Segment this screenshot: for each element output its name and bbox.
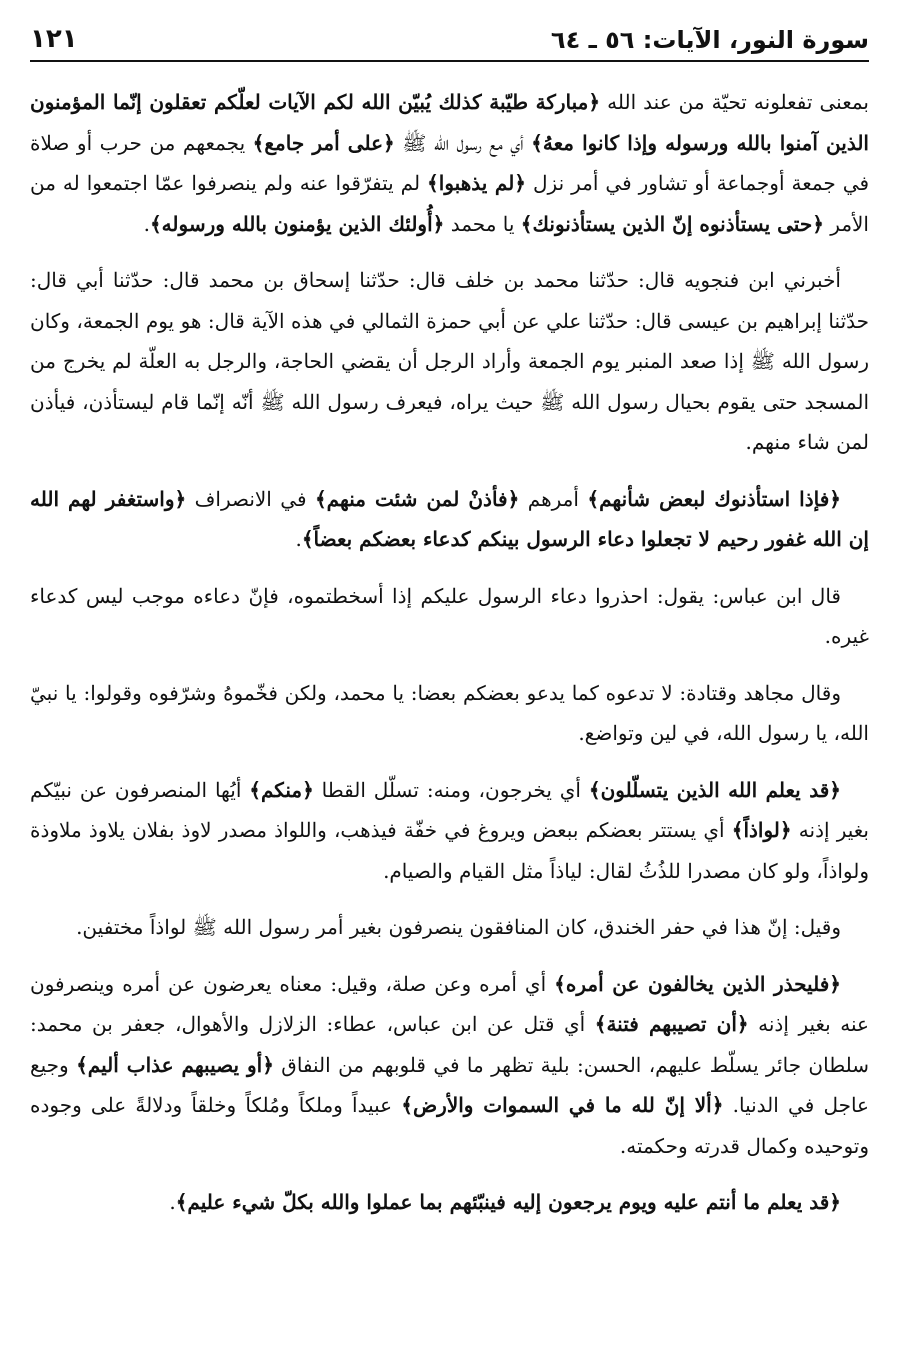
commentary-text: يا محمد <box>444 211 521 236</box>
quran-quote: ﴿فإذا استأذنوك لبعض شأنهم﴾ <box>587 486 841 511</box>
page-number: ١٢١ <box>30 24 78 54</box>
commentary-text: وجيع عاجل في الدنيا. <box>30 1052 869 1117</box>
quran-quote: ﴿واستغفر لهم الله إن الله غفور رحيم لا تجعلوا دعاء الرسول بينكم كدعاء بعضكم بعضاً﴾ <box>30 486 869 551</box>
paragraph <box>30 673 869 754</box>
quran-quote: ﴿قد يعلم الله الذين يتسلّلون﴾ <box>588 777 841 802</box>
quran-quote: ﴿على أمر جامع﴾ <box>252 130 395 155</box>
quran-quote: ﴿أن تصيبهم فتنة﴾ <box>594 1012 749 1036</box>
quran-quote: ﴿أُولئك الذين يؤمنون بالله ورسوله﴾ <box>149 211 445 236</box>
paragraph <box>30 1182 869 1223</box>
commentary-text: أمرهم <box>519 486 588 511</box>
commentary-text: وقيل: إنّ هذا في حفر الخندق، كان المنافقون ينصرفون بغير أمر رسول الله ﷺ لواذاً مختفين. <box>76 915 841 939</box>
paragraph <box>30 260 869 463</box>
quran-quote: ﴿فأذنْ لمن شئت منهم﴾ <box>314 486 520 511</box>
commentary-text: لم يتفرّقوا عنه ولم ينصرفوا عمّا اجتمعوا له من الأمر <box>30 171 869 236</box>
paragraph <box>30 82 869 244</box>
paragraph <box>30 964 869 1167</box>
quran-quote: ﴿أو يصيبهم عذاب أليم﴾ <box>76 1052 274 1077</box>
commentary-text: أي قتل عن ابن عباس، عطاء: الزلازل والأهوال، جعفر بن محمد: سلطان جائر يسلّط عليهم، الحسن: بلية تظهر ما في قلوبهم من النفاق <box>30 1012 869 1077</box>
commentary-text: قال ابن عباس: يقول: احذروا دعاء الرسول عليكم إذا أسخطتموه، فإنّ دعاءه موجب ليس كدعاء غيره. <box>30 583 869 648</box>
commentary-text: . <box>169 1190 176 1214</box>
quran-quote: ﴿منكم﴾ <box>249 777 314 802</box>
commentary-text: أيُها المنصرفون عن نبيّكم بغير إذنه <box>30 777 869 842</box>
quran-quote: ﴿فليحذر الذين يخالفون عن أمره﴾ <box>554 971 841 996</box>
paragraph <box>30 576 869 657</box>
quran-quote: ﴿حتى يستأذنوه إنّ الذين يستأذنونك﴾ <box>520 211 824 236</box>
commentary-text: أي يخرجون، ومنه: تسلّل القطا <box>313 777 589 802</box>
running-head: سورة النور، الآيات: ٥٦ ـ ٦٤ <box>550 26 869 54</box>
quran-quote: ﴿لواذاً﴾ <box>731 818 792 842</box>
commentary-text: . <box>143 211 150 236</box>
paragraph <box>30 479 869 560</box>
page-header <box>30 0 869 62</box>
paragraph <box>30 770 869 892</box>
commentary-text: عبيداً وملكاً ومُلكاً وخلقاً ودلالةً على وجوده وتوحيده وكمال قدرته وحكمته. <box>30 1093 869 1158</box>
quran-quote: ﴿قد يعلم ما أنتم عليه ويوم يرجعون إليه فينبّئهم بما عملوا والله بكلّ شيء عليم﴾ <box>175 1190 841 1214</box>
page-body <box>30 82 869 1223</box>
quran-quote: ﴿مباركة طيّبة كذلك يُبيّن الله لكم الآيات لعلّكم تعقلون إنّما المؤمنون الذين آمنوا بالله ورسوله وإذا كانوا معهُ﴾ <box>30 90 869 155</box>
commentary-text: بمعنى تفعلونه تحيّة من عند الله <box>600 90 869 114</box>
commentary-text: أي مع رسول الله ﷺ <box>394 130 532 155</box>
commentary-text: أي يستتر بعضكم ببعض ويروغ في خفّة فيذهب، واللواذ مصدر لاوذ بفلان يلاوذ ملاوذة ولواذاً، ولو كان مصدرا للذُثُ لقال: لياذاً مثل القيام والصيام. <box>30 818 869 883</box>
quran-quote: ﴿ألا إنّ لله ما في السموات والأرض﴾ <box>401 1093 724 1117</box>
commentary-text: . <box>295 527 302 551</box>
commentary-text: أخبرني ابن فنجويه قال: حدّثنا محمد بن خلف قال: حدّثنا إسحاق بن محمد قال: حدّثنا أبي قال: حدّثنا إبراهيم بن عيسى قال: حدّثنا علي عن أبي حمزة الثمالي في هذه الآية قال: هو يوم الجمعة، وكان رسول الله ﷺ إذا صعد المنبر يوم الجمعة وأراد الرجل أن يقضي الحاجة، والرجل به العلّة لم يخرج من المسجد حتى يقوم بحيال رسول الله ﷺ حيث يراه، فيعرف رسول الله ﷺ أنّه إنّما قام ليستأذن، فيأذن لمن شاء منهم. <box>30 268 869 454</box>
commentary-text: أي أمره وعن صلة، وقيل: معناه يعرضون عن أمره وينصرفون عنه بغير إذنه <box>30 971 869 1036</box>
paragraph <box>30 907 869 948</box>
commentary-text: يجمعهم من حرب أو صلاة في جمعة أوجماعة أو تشاور في أمر نزل <box>30 130 870 195</box>
commentary-text: وقال مجاهد وقتادة: لا تدعوه كما يدعو بعضكم بعضا: يا محمد، ولكن فخّموهُ وشرّفوه وقولوا: يا نبيّ الله، يا رسول الله، في لين وتواضع. <box>30 680 869 745</box>
quran-quote: ﴿لم يذهبوا﴾ <box>427 171 527 195</box>
commentary-text: في الانصراف <box>186 486 315 511</box>
